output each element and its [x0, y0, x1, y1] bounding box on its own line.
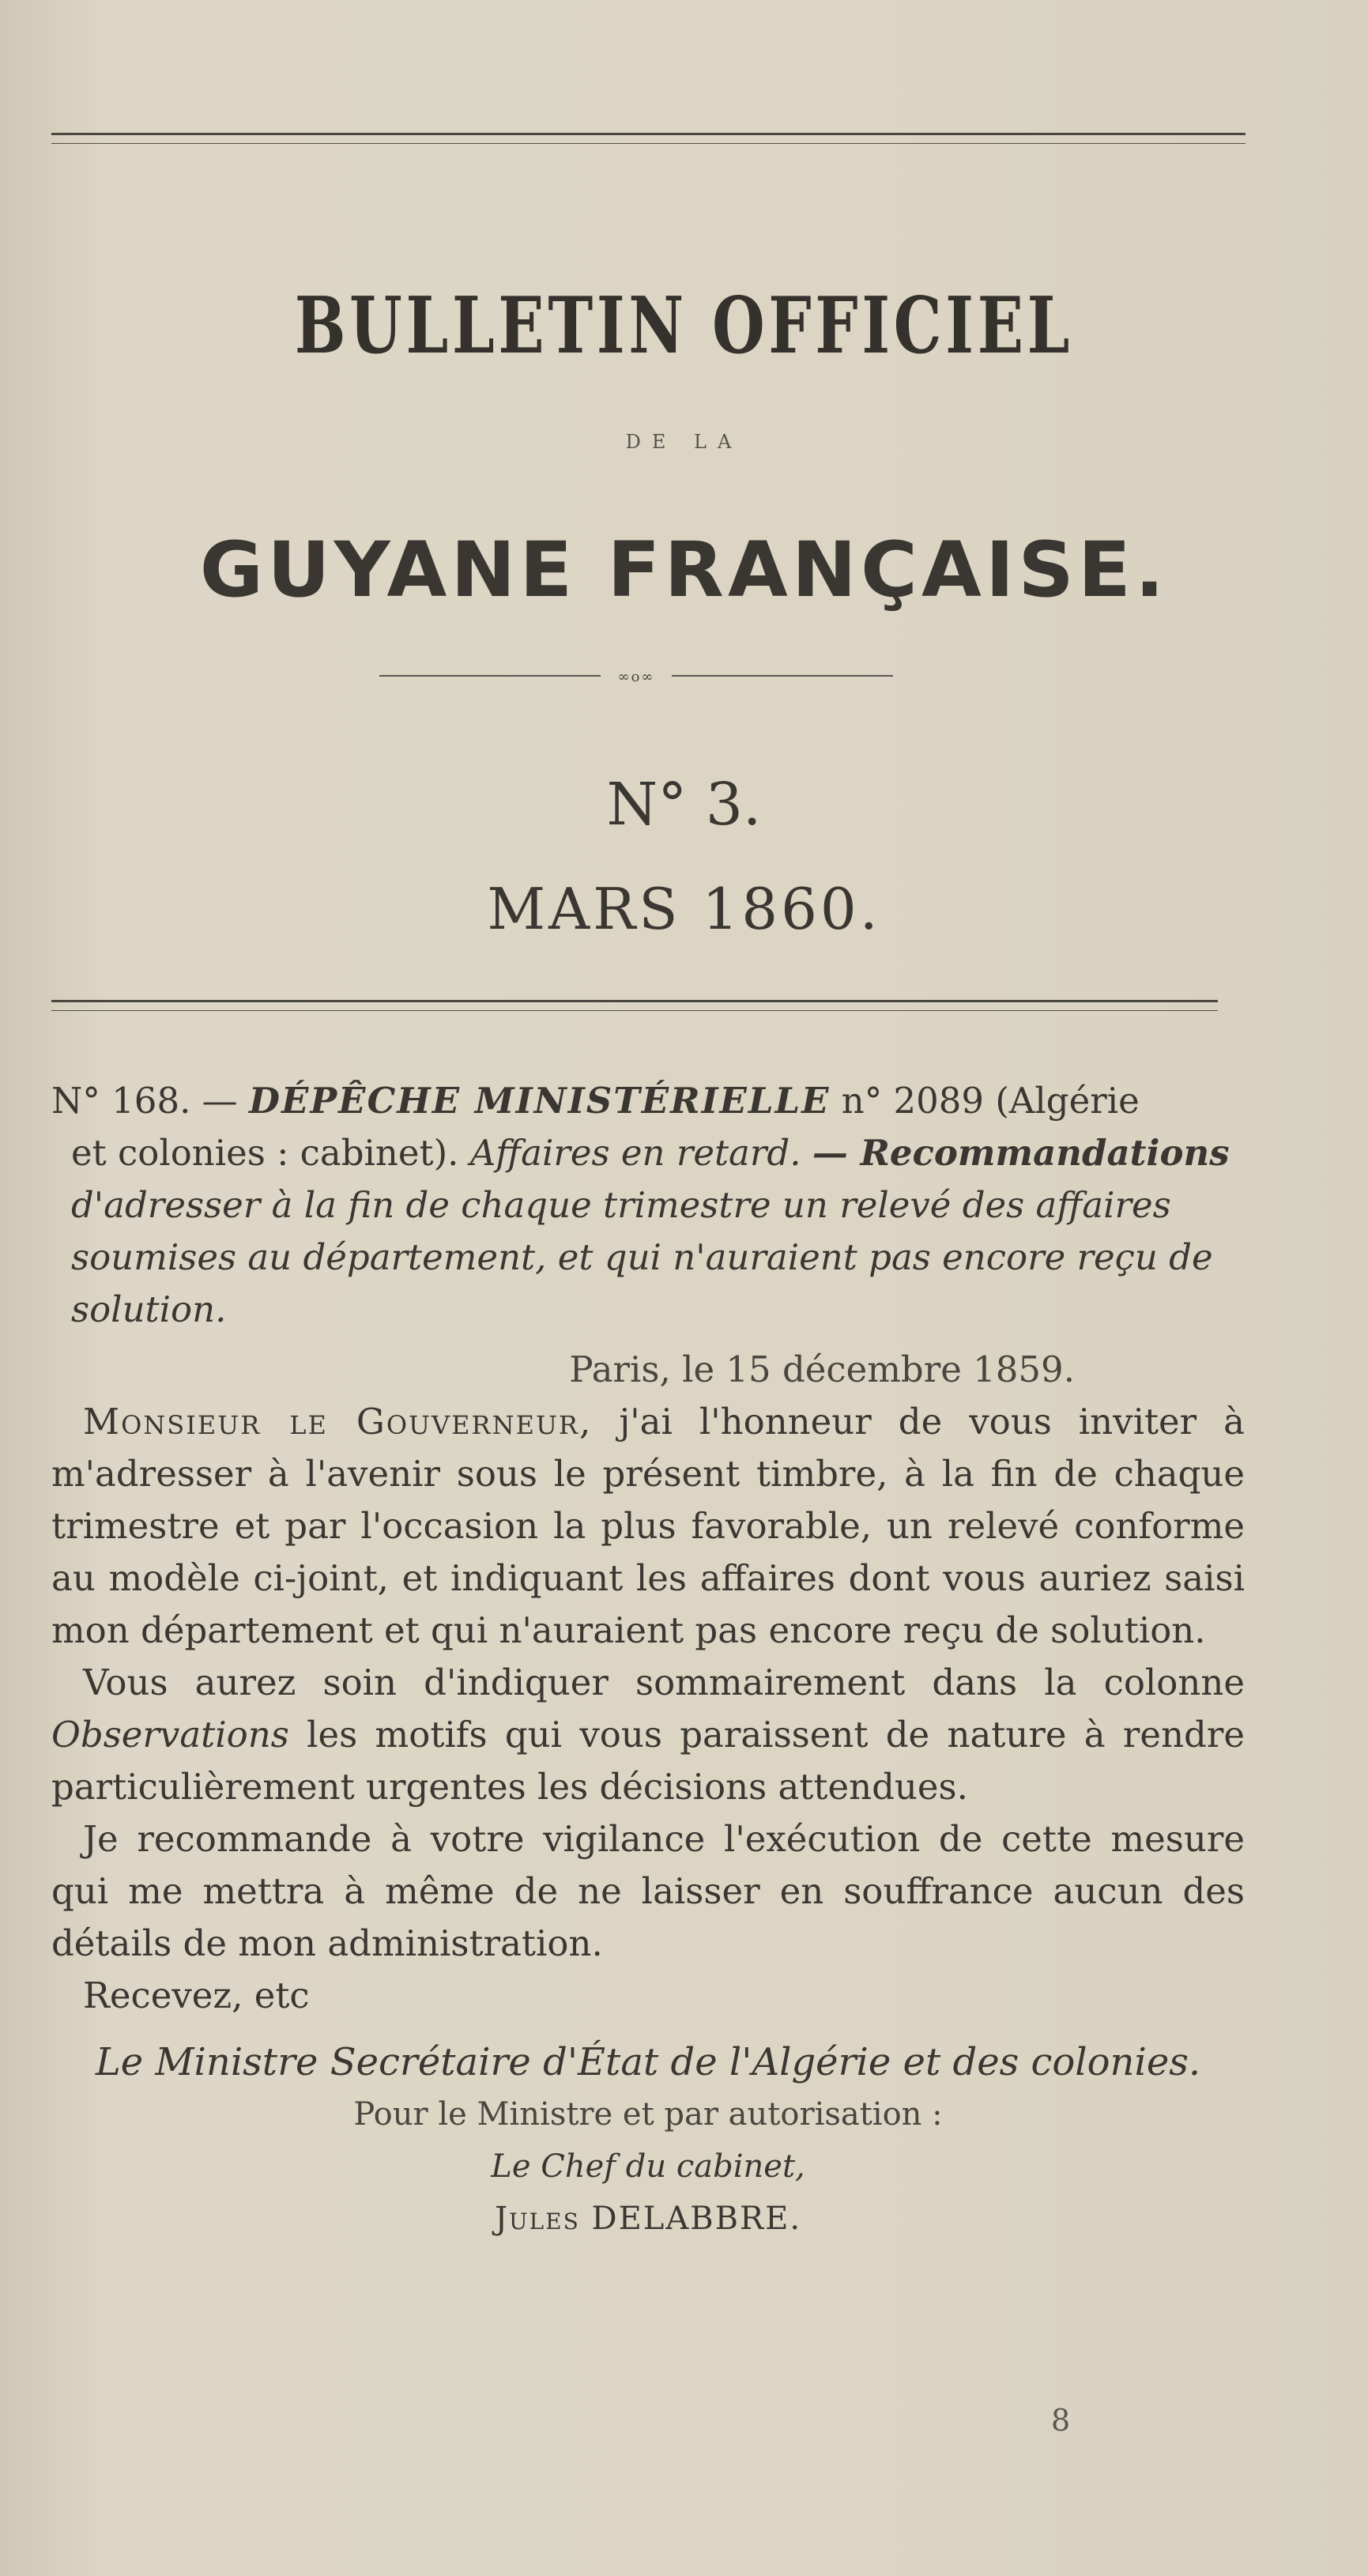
top-double-rule: [51, 133, 1246, 144]
article-type: DÉPÊCHE MINISTÉRIELLE: [249, 1080, 831, 1122]
signature-authorization: Pour le Ministre et par autorisation :: [353, 2096, 943, 2133]
page-number: 8: [1051, 2403, 1071, 2438]
title-de-la: DE LA: [625, 431, 743, 453]
section-double-rule: [51, 1000, 1218, 1011]
closing: Recevez, etc: [83, 1974, 310, 2016]
ornament-divider: [379, 669, 893, 685]
paragraph-1: Monsieur le Gouverneur, j'ai l'honneur de vous inviter à m'adresser à l'avenir sous le présent timbre, à la fin de chaque trimestre et par l'occasion la plus favorable, un relevé conforme au modèle ci-joint, et indiquant les affaires dont vous auriez saisi mon département et qui n'auraient pas encore reçu de solution.: [51, 1401, 1246, 1651]
article-subject: Affaires en retard.: [469, 1132, 801, 1174]
issue-month: MARS 1860.: [487, 876, 881, 942]
article-ref: n° 2089 (Algérie: [841, 1080, 1140, 1122]
document-body: [51, 1075, 1245, 2245]
bulletin-title: BULLETIN OFFICIEL: [294, 281, 1074, 372]
article-number: N° 168. —: [51, 1080, 238, 1122]
issue-number: N° 3.: [606, 771, 762, 839]
salutation: Monsieur le Gouverneur,: [83, 1401, 593, 1443]
paragraph-2: Vous aurez soin d'indiquer sommairement dans la colonne Observations les motifs qui vous paraissent de nature à rendre particulièrement urgentes les décisions attendues.: [51, 1661, 1245, 1808]
signature-minister: Le Ministre Secrétaire d'État de l'Algérie et des colonies.: [95, 2040, 1201, 2084]
article-summary: et colonies : cabinet). Affaires en retard. — Recommandations d'adresser à la fin de chaque trimestre un relevé des affaires soumises au département, et qui n'auraient pas encore reçu de solution.: [71, 1132, 1230, 1330]
dateline: Paris, le 15 décembre 1859.: [569, 1348, 1075, 1390]
signature-name: Jules DELABBRE.: [494, 2201, 802, 2237]
ornament-center: ∞o∞: [617, 669, 655, 685]
article-heading: [51, 1075, 1245, 1127]
paragraph-3: Je recommande à votre vigilance l'exécution de cette mesure qui me mettra à même de ne laisser en souffrance aucun des détails de mon administration.: [51, 1818, 1245, 1964]
signature-chief: Le Chef du cabinet,: [491, 2148, 805, 2185]
colony-title: GUYANE FRANÇAISE.: [199, 526, 1169, 614]
